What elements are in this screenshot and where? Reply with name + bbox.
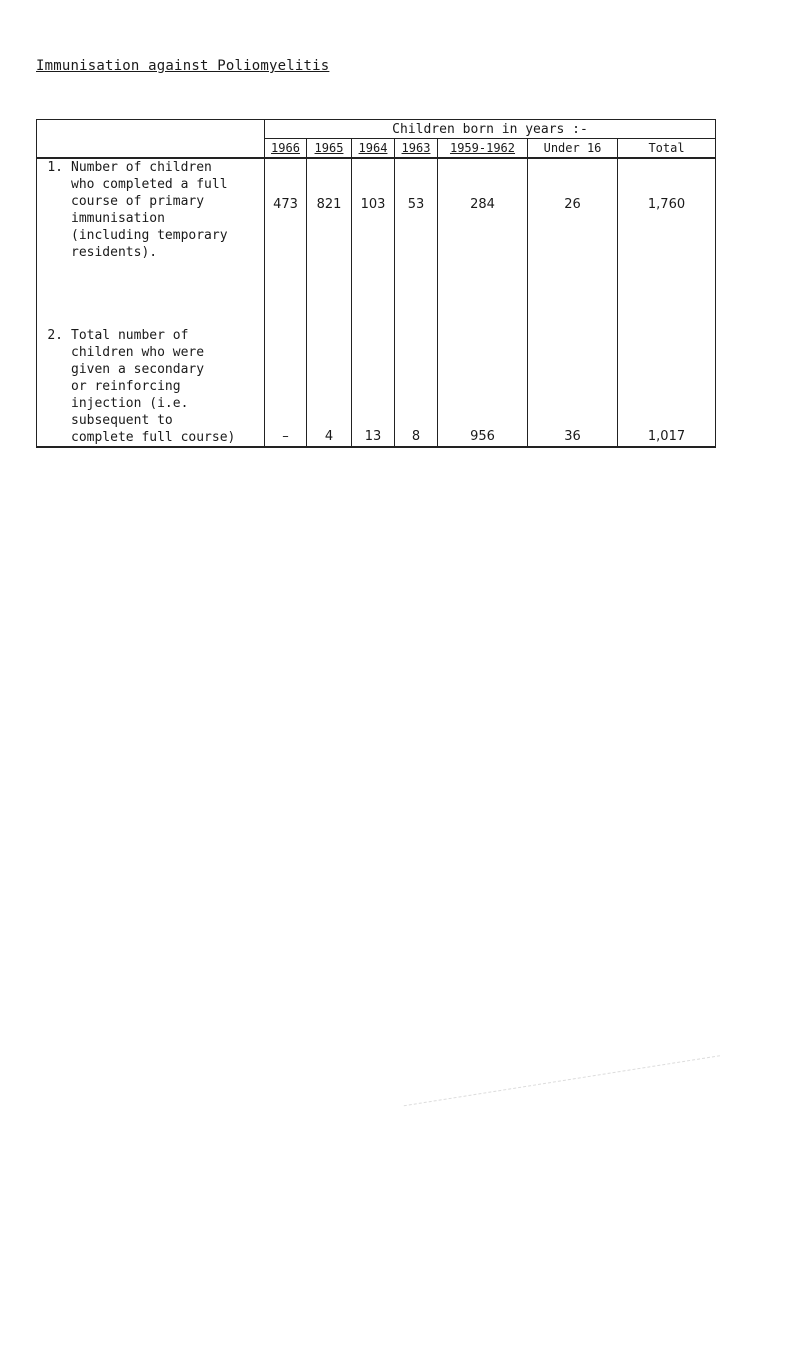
column-header-1965: 1965 bbox=[307, 139, 352, 159]
cell-1959-1962: 284 bbox=[438, 158, 528, 325]
column-header-1963: 1963 bbox=[395, 139, 438, 159]
column-header-total: Total bbox=[618, 139, 716, 159]
group-header: Children born in years :- bbox=[265, 120, 716, 139]
header-corner bbox=[37, 120, 265, 159]
row-label-line: (including temporary bbox=[71, 228, 228, 243]
cell-under-16: 26 bbox=[528, 158, 618, 325]
row-label-line: children who were bbox=[71, 345, 205, 360]
table-row bbox=[37, 158, 716, 325]
column-header-1959-1962: 1959-1962 bbox=[438, 139, 528, 159]
row-label-line: who completed a full bbox=[71, 177, 228, 192]
row-label-line: or reinforcing bbox=[71, 379, 181, 394]
row-label bbox=[37, 325, 265, 447]
row-number: 1. bbox=[47, 160, 63, 175]
row-label-line: complete full course) bbox=[71, 430, 236, 445]
row-label-line: subsequent to bbox=[71, 413, 173, 428]
cell-1963: 53 bbox=[395, 158, 438, 325]
cell-1966: 473 bbox=[265, 158, 307, 325]
cell-1965: 4 bbox=[307, 325, 352, 447]
row-label-line: immunisation bbox=[71, 211, 165, 226]
cell-1965: 821 bbox=[307, 158, 352, 325]
table-row bbox=[37, 325, 716, 447]
row-label bbox=[37, 158, 265, 325]
column-header-under-16: Under 16 bbox=[528, 139, 618, 159]
cell-total: 1,017 bbox=[618, 325, 716, 447]
row-label-line: Total number of bbox=[71, 328, 189, 343]
row-label-line: injection (i.e. bbox=[71, 396, 189, 411]
cell-1959-1962: 956 bbox=[438, 325, 528, 447]
cell-1963: 8 bbox=[395, 325, 438, 447]
cell-1966: – bbox=[265, 325, 307, 447]
row-label-line: Number of children bbox=[71, 160, 212, 175]
column-header-1964: 1964 bbox=[352, 139, 395, 159]
cell-1964: 103 bbox=[352, 158, 395, 325]
row-label-line: given a secondary bbox=[71, 362, 205, 377]
row-label-line: course of primary bbox=[71, 194, 205, 209]
immunisation-table bbox=[36, 119, 716, 448]
cell-under-16: 36 bbox=[528, 325, 618, 447]
page-title: Immunisation against Poliomyelitis bbox=[36, 58, 330, 74]
cell-total: 1,760 bbox=[618, 158, 716, 325]
row-label-line: residents). bbox=[71, 245, 158, 260]
row-number: 2. bbox=[47, 328, 63, 343]
column-header-1966: 1966 bbox=[265, 139, 307, 159]
cell-1964: 13 bbox=[352, 325, 395, 447]
scan-smudge bbox=[404, 1055, 726, 1146]
